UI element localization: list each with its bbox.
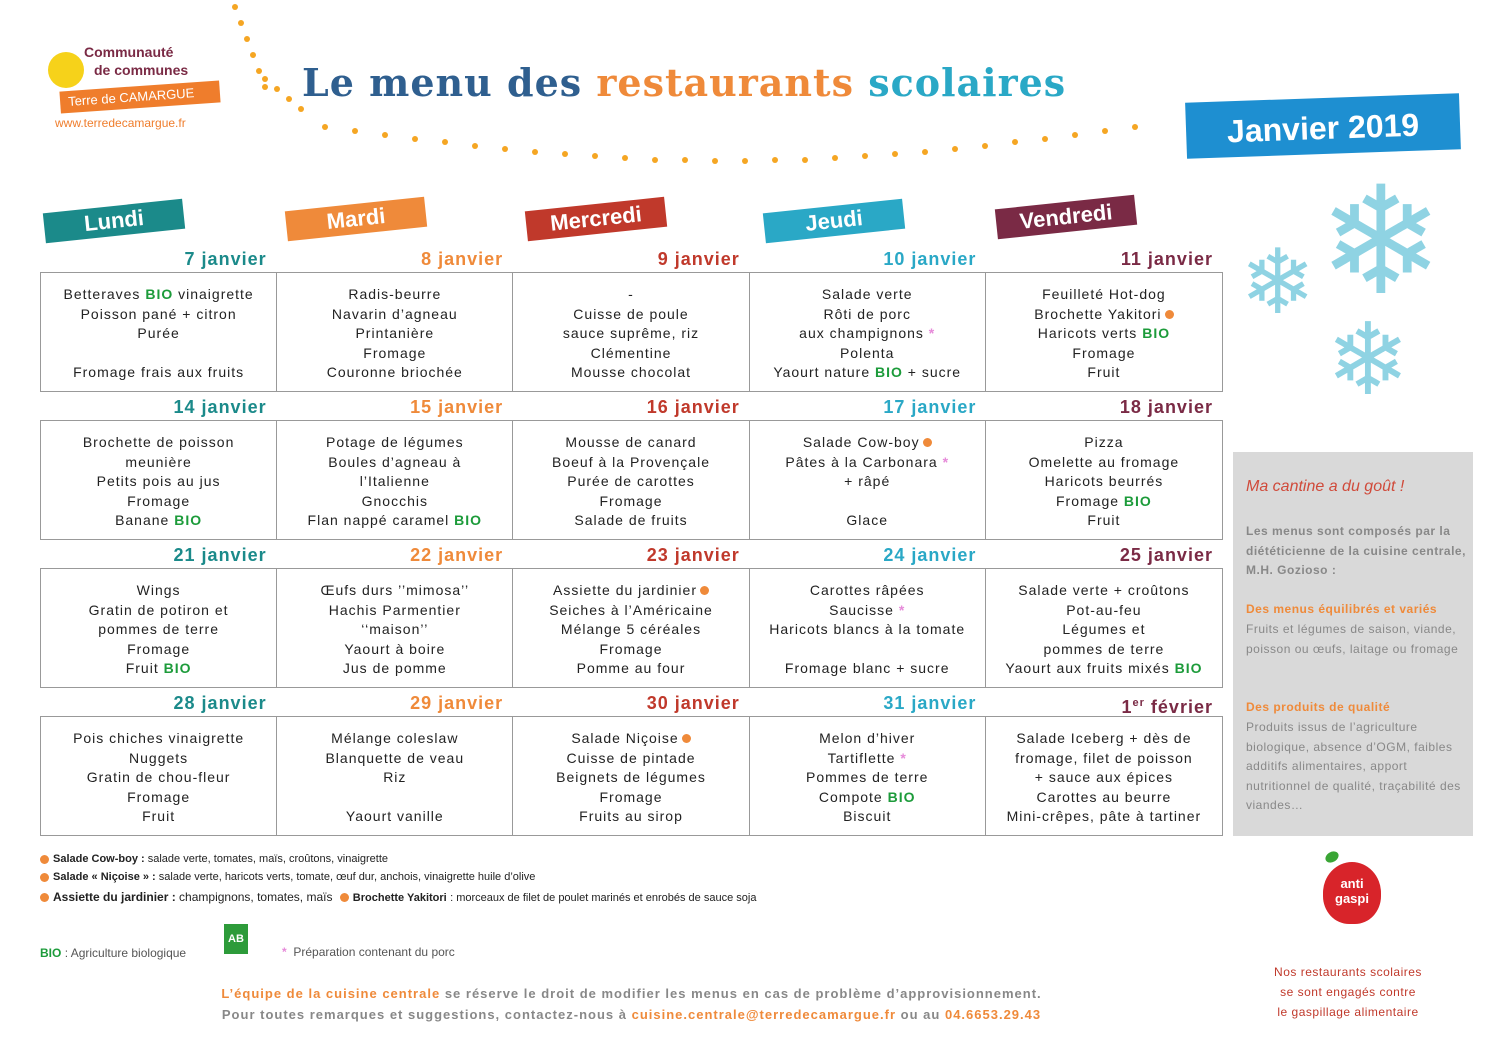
menu-line: Riz [383, 769, 407, 786]
menu-line: Fromage [1072, 344, 1136, 361]
menu-line: Yaourt nature BIO + sucre [773, 364, 962, 381]
title-part2: restaurants [596, 60, 854, 105]
menu-line: + râpé [844, 473, 891, 490]
decorative-dot [652, 157, 658, 163]
page-title [302, 60, 1066, 105]
menu-line: Omelette au fromage [1028, 453, 1180, 470]
date-row [40, 692, 1223, 717]
apple-leaf-icon [1323, 849, 1340, 865]
menu-line: Navarin d’agneau [331, 305, 458, 322]
menu-line: Melon d’hiver [819, 730, 916, 746]
menu-line: Pommes de terre [806, 769, 929, 786]
menu-line: Fromage blanc + sucre [784, 660, 950, 677]
menu-cell [41, 717, 277, 835]
orange-dot-icon [682, 734, 691, 743]
date-label: 10 janvier [883, 249, 977, 269]
decorative-dot [322, 124, 328, 130]
bio-badge: BIO [1123, 492, 1152, 509]
date-label: 21 janvier [173, 545, 267, 565]
month-banner: Janvier 2019 [1185, 93, 1461, 159]
decorative-dot [1012, 139, 1018, 145]
menu-cell [513, 717, 749, 835]
snowflake-icon: ❄ [1326, 304, 1410, 416]
menu-line: Couronne briochée [326, 364, 463, 381]
menu-line: Fromage [599, 492, 663, 509]
menu-line: l’Italienne [359, 473, 430, 490]
menu-line: Gnocchis [361, 492, 428, 509]
legend-bio [40, 946, 186, 960]
menu-line: Potage de légumes [325, 434, 464, 450]
decorative-dot [262, 84, 268, 90]
legend-cowboy-text: salade verte, tomates, maïs, croûtons, vinaigrette [147, 853, 389, 865]
antigaspi-logo: anti gaspi [1323, 862, 1381, 924]
menu-cell [986, 717, 1222, 835]
date-label: 24 janvier [883, 545, 977, 565]
date-row [40, 248, 1223, 270]
footer-line2 [40, 1007, 1223, 1022]
footer-team: L’équipe de la cuisine centrale [221, 986, 441, 1001]
menu-cell [277, 273, 513, 391]
antigaspi-text2: se sont engagés contre [1280, 985, 1416, 999]
decorative-dot [1042, 136, 1048, 142]
pork-text: Préparation contenant du porc [293, 945, 455, 959]
menu-line: Fromage [599, 788, 663, 805]
decorative-dot [772, 157, 778, 163]
date-label: 31 janvier [883, 693, 977, 713]
menu-line: Petits pois au jus [96, 473, 221, 490]
title-part1: Le menu des [302, 60, 583, 105]
menu-line: Fruit BIO [125, 660, 192, 677]
menu-line: Saucisse * [829, 601, 906, 618]
bio-badge: BIO [875, 364, 903, 381]
date-label: 30 janvier [646, 693, 740, 713]
menu-line: Yaourt vanille [345, 808, 444, 825]
menu-line: Polenta [839, 344, 895, 361]
decorative-dot [1102, 128, 1108, 134]
date-label: 15 janvier [410, 397, 504, 417]
panel-text2: Produits issus de l’agriculture biologique, absence d’OGM, faibles additifs alimentaires, apport nutritionnel de qualité, traçabilité des viandes… [1246, 720, 1461, 813]
logo-url[interactable]: www.terredecamargue.fr [55, 116, 186, 130]
decorative-dot [832, 155, 838, 161]
footer-phone: 04.6653.29.43 [944, 1007, 1042, 1022]
menu-row [40, 568, 1223, 688]
bio-badge: BIO [1174, 660, 1203, 677]
menu-line: Cuisse de poule [573, 305, 689, 322]
menu-row [40, 272, 1223, 392]
footer-email[interactable]: cuisine.centrale@terredecamargue.fr [631, 1007, 897, 1022]
logo-line1: Communauté [84, 44, 174, 60]
menu-cell [513, 273, 749, 391]
bio-badge: BIO [163, 660, 192, 677]
date-label: 7 janvier [184, 249, 267, 269]
menu-line: Wings [136, 582, 181, 598]
pork-asterisk-icon: * [282, 945, 287, 959]
menu-line: Fromage [599, 640, 663, 657]
menu-line: pommes de terre [1043, 640, 1165, 657]
menu-line: Carottes au beurre [1036, 788, 1172, 805]
menu-line: + sauce aux épices [1034, 769, 1174, 786]
menu-line: Jus de pomme [342, 660, 447, 677]
menu-line: Pâtes à la Carbonara * [785, 453, 950, 470]
date-label: 14 janvier [173, 397, 267, 417]
date-row [40, 544, 1223, 566]
menu-cell [986, 421, 1222, 539]
decorative-dot [262, 76, 268, 82]
panel-title: Ma cantine a du goût ! [1246, 478, 1405, 495]
orange-dot-icon [340, 893, 349, 902]
menu-line: - [628, 286, 634, 302]
date-label: 18 janvier [1119, 397, 1213, 417]
orange-dot-icon [1165, 310, 1174, 319]
menu-line: Fruit [1087, 364, 1121, 381]
decorative-dot [742, 158, 748, 164]
menu-cell [41, 569, 277, 687]
decorative-dot [472, 143, 478, 149]
decorative-dot [232, 4, 238, 10]
decorative-dot [622, 155, 628, 161]
menu-line: Beignets de légumes [556, 769, 706, 786]
menu-line: Banane BIO [115, 512, 203, 529]
day-header-vendredi: Vendredi [995, 195, 1137, 239]
menu-line [750, 640, 985, 660]
orange-dot-icon [40, 873, 49, 882]
decorative-dot [922, 149, 928, 155]
day-header-lundi: Lundi [43, 199, 185, 243]
menu-line: Haricots blancs à la tomate [769, 621, 966, 638]
legend-cowboy [40, 853, 388, 865]
menu-line: aux champignons * [799, 325, 936, 342]
orange-dot-icon [923, 438, 932, 447]
decorative-dot [712, 158, 718, 164]
menu-line: Gratin de chou-fleur [86, 769, 231, 786]
menu-line: Rôti de porc [823, 305, 911, 322]
menu-line: Fruits au sirop [579, 808, 683, 825]
legend-jardinier [40, 890, 756, 904]
menu-line: Mélange coleslaw [331, 730, 459, 746]
date-label: 1er février [1121, 697, 1213, 717]
menu-line: fromage, filet de poisson [1015, 749, 1193, 766]
menu-line: Salade de fruits [574, 512, 688, 529]
menu-line: Blanquette de veau [325, 749, 465, 766]
menu-line [277, 788, 512, 808]
bio-badge: BIO [145, 286, 174, 302]
decorative-dot [286, 96, 292, 102]
orange-dot-icon [40, 893, 49, 902]
menu-cell [277, 569, 513, 687]
logo-line2: de communes [94, 62, 189, 78]
menu-row [40, 716, 1223, 836]
bio-badge: BIO [887, 788, 916, 805]
menu-line: Pois chiches vinaigrette [73, 730, 245, 746]
decorative-dot [352, 128, 358, 134]
footer-line1 [40, 986, 1223, 1001]
menu-line: Fromage BIO [1056, 492, 1152, 509]
menu-line: ‘‘maison’’ [361, 621, 429, 638]
menu-line: Radis-beurre [348, 286, 442, 302]
menu-line [750, 492, 985, 512]
snowflake-icon: ❄ [1318, 157, 1444, 325]
menu-cell [513, 569, 749, 687]
menu-line: Purée [137, 325, 180, 342]
menu-line: Salade Iceberg + dès de [1016, 730, 1192, 746]
menu-line: Biscuit [843, 808, 892, 825]
footer-rights: se réserve le droit de modifier les menus en cas de problème d’approvisionnement. [444, 986, 1042, 1001]
menu-line: Pizza [1084, 434, 1124, 450]
decorative-dot [442, 139, 448, 145]
decorative-dot [952, 146, 958, 152]
bio-badge: BIO [454, 512, 483, 529]
menu-line: Fromage [127, 492, 191, 509]
menu-line: Clémentine [590, 344, 672, 361]
legend-pork [282, 945, 455, 959]
menu-line: Compote BIO [818, 788, 916, 805]
decorative-dot [382, 132, 388, 138]
panel-heading2: Des produits de qualité [1246, 700, 1391, 714]
menu-line: Mini-crêpes, pâte à tartiner [1006, 808, 1202, 825]
decorative-dot [682, 157, 688, 163]
snowflake-icon: ❄ [1240, 233, 1316, 333]
day-header-jeudi: Jeudi [763, 199, 905, 243]
menu-line: Haricots beurrés [1044, 473, 1164, 490]
decorative-dot [862, 153, 868, 159]
orange-dot-icon [40, 855, 49, 864]
menu-line: Légumes et [1062, 621, 1146, 638]
menu-line: Carottes râpées [809, 582, 925, 598]
menu-cell [750, 717, 986, 835]
menu-cell [750, 421, 986, 539]
decorative-dot [238, 20, 244, 26]
legend-yakitori-name: Brochette Yakitori [352, 892, 447, 904]
decorative-dot [802, 157, 808, 163]
decorative-dot [412, 136, 418, 142]
panel-text1: Fruits et légumes de saison, viande, poisson ou œufs, laitage ou fromage [1246, 622, 1459, 656]
menu-cell [986, 273, 1222, 391]
menu-line: Feuilleté Hot-dog [1042, 286, 1166, 302]
decorative-dot [250, 52, 256, 58]
legend-jardinier-text: champignons, tomates, maïs [179, 890, 333, 904]
menu-line: Fromage frais aux fruits [73, 364, 245, 381]
date-label: 28 janvier [173, 693, 267, 713]
antigaspi-text [1236, 962, 1460, 1022]
logo-sun-icon [48, 52, 84, 88]
menu-line: Betteraves BIO vinaigrette [63, 286, 254, 302]
menu-line: pommes de terre [98, 621, 220, 638]
bio-badge: BIO [1142, 325, 1171, 342]
menu-cell [513, 421, 749, 539]
date-label: 11 janvier [1120, 249, 1213, 269]
menu-line: Fruit [142, 808, 176, 825]
legend-cowboy-name: Salade Cow-boy : [53, 853, 145, 865]
menu-line: Mousse chocolat [570, 364, 692, 381]
day-header-mardi: Mardi [285, 197, 427, 241]
decorative-dot [892, 151, 898, 157]
bio-label: BIO [40, 946, 62, 960]
decorative-dot [592, 153, 598, 159]
decorative-dot [562, 151, 568, 157]
decorative-dot [1132, 124, 1138, 130]
menu-line: Poisson pané + citron [80, 305, 237, 322]
menu-line: Brochette Yakitori [986, 305, 1222, 325]
date-label: 9 janvier [657, 249, 740, 269]
menu-line: Haricots verts BIO [1037, 325, 1171, 342]
menu-row [40, 420, 1223, 540]
menu-line: Tartiflette * [827, 749, 907, 766]
menu-cell [986, 569, 1222, 687]
menu-line: Fromage [127, 788, 191, 805]
decorative-dot [532, 149, 538, 155]
menu-line: Assiette du jardinier [513, 581, 748, 601]
decorative-dot [502, 146, 508, 152]
legend-yakitori-text: : morceaux de filet de poulet marinés et enrobés de sauce soja [450, 892, 757, 904]
menu-line: Nuggets [129, 749, 189, 766]
panel-intro: Les menus sont composés par la diététicienne de la cuisine centrale, M.H. Gozioso : [1246, 524, 1466, 578]
decorative-dot [1072, 132, 1078, 138]
pork-asterisk-icon: * [900, 749, 907, 766]
date-label: 8 janvier [421, 249, 504, 269]
menu-line: Pomme au four [576, 660, 686, 677]
menu-line: Boules d’agneau à [328, 453, 462, 470]
menu-line: Yaourt à boire [344, 640, 446, 657]
menu-cell [41, 421, 277, 539]
footer-or: ou au [900, 1007, 941, 1022]
bio-text: : Agriculture biologique [64, 946, 187, 960]
legend-nicoise-name: Salade « Niçoise » : [53, 871, 156, 883]
orange-dot-icon [700, 586, 709, 595]
menu-line: Glace [846, 512, 888, 529]
menu-line: Œufs durs ’’mimosa’’ [320, 582, 470, 598]
menu-line: Hachis Parmentier [328, 601, 461, 618]
menu-cell [750, 569, 986, 687]
ab-logo-icon: AB [224, 924, 248, 954]
decorative-dot [274, 86, 280, 92]
menu-grid [40, 248, 1223, 840]
decorative-dot [244, 36, 250, 42]
date-label: 16 janvier [646, 397, 740, 417]
menu-line: Brochette de poisson [82, 434, 235, 450]
legend-nicoise [40, 871, 535, 883]
menu-line: Flan nappé caramel BIO [307, 512, 483, 529]
decorative-dot [982, 143, 988, 149]
menu-cell [750, 273, 986, 391]
legend-jardinier-name: Assiette du jardinier : [53, 890, 176, 904]
title-part3: scolaires [868, 60, 1067, 105]
menu-line: Fruit [1087, 512, 1121, 529]
pork-asterisk-icon: * [928, 325, 936, 342]
menu-line: Yaourt aux fruits mixés BIO [1005, 660, 1203, 677]
day-header-mercredi: Mercredi [525, 197, 667, 241]
date-row [40, 396, 1223, 418]
decorative-dot [256, 68, 262, 74]
menu-line: Salade Niçoise [513, 729, 748, 749]
menu-line [41, 344, 276, 364]
footer-contact: Pour toutes remarques et suggestions, contactez-nous à [221, 1007, 627, 1022]
date-label: 17 janvier [883, 397, 977, 417]
menu-line: meunière [125, 453, 192, 470]
menu-line: Boeuf à la Provençale [552, 453, 710, 470]
menu-line: Cuisse de pintade [566, 749, 696, 766]
menu-line: Mélange 5 céréales [560, 621, 702, 638]
pork-asterisk-icon: * [898, 601, 906, 618]
date-label: 23 janvier [646, 545, 740, 565]
menu-line: Salade verte + croûtons [1018, 582, 1190, 598]
menu-line: Printanière [355, 325, 435, 342]
menu-cell [277, 717, 513, 835]
menu-line: Gratin de potiron et [88, 601, 229, 618]
antigaspi-text3: le gaspillage alimentaire [1277, 1005, 1419, 1019]
menu-line: Purée de carottes [567, 473, 695, 490]
date-label: 25 janvier [1119, 545, 1213, 565]
menu-line: Fromage [363, 344, 427, 361]
menu-line: Salade Cow-boy [750, 433, 985, 453]
menu-cell [41, 273, 277, 391]
legend-nicoise-text: salade verte, haricots verts, tomate, œuf dur, anchois, vinaigrette huile d’olive [158, 871, 536, 883]
pork-asterisk-icon: * [942, 453, 950, 470]
menu-line: sauce suprême, riz [562, 325, 700, 342]
menu-line: Fromage [127, 640, 191, 657]
date-label: 22 janvier [410, 545, 504, 565]
panel-heading1: Des menus équilibrés et variés [1246, 602, 1438, 616]
decorative-dot [298, 106, 304, 112]
menu-line: Seiches à l’Américaine [549, 601, 713, 618]
antigaspi-text1: Nos restaurants scolaires [1274, 965, 1422, 979]
menu-cell [277, 421, 513, 539]
logo-band: Terre de CAMARGUE [59, 80, 220, 113]
menu-line: Salade verte [821, 286, 913, 302]
menu-line: Pot-au-feu [1066, 601, 1142, 618]
bio-badge: BIO [174, 512, 203, 529]
menu-line: Mousse de canard [565, 434, 697, 450]
date-label: 29 janvier [410, 693, 504, 713]
